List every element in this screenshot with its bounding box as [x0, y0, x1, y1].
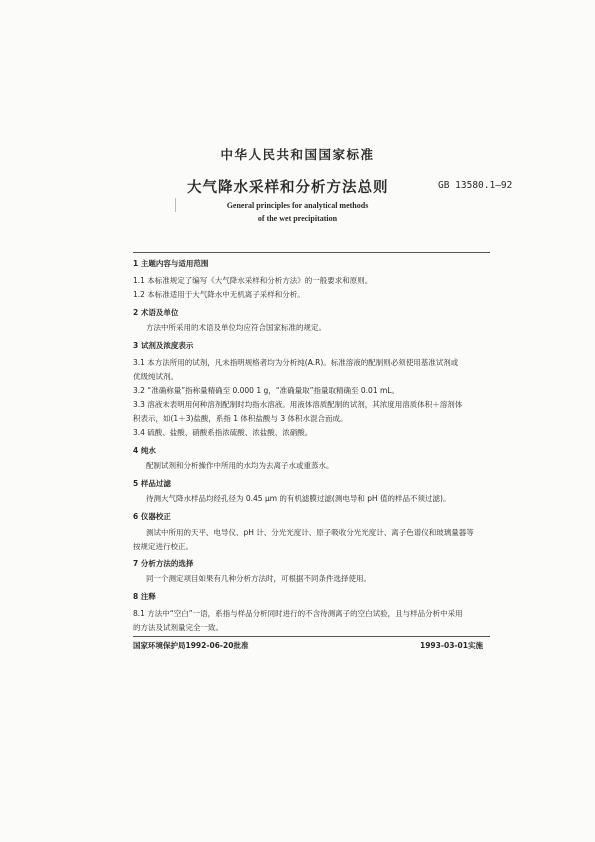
clause-3-2: 3.2 “准确称量”指称量精确至 0.000 1 g，“准确量取”指量取精确至 0.01 mL。 [133, 386, 399, 395]
clause-3-3-line2: 积表示，如(1＋3)盐酸，系指 1 体积盐酸与 3 体积水混合而成。 [133, 414, 348, 423]
section-6-heading: 6 仪器校正 [133, 512, 171, 521]
clause-8-1-line2: 的方法及试剂量完全一致。 [133, 623, 223, 632]
clause-3-1-line2: 优级纯试剂。 [133, 372, 178, 381]
section-6-text-line1: 测试中所用的天平、电导仪、pH 计、分光光度计、原子吸收分光光度计、离子色谱仪和玻璃量器等 [146, 528, 474, 537]
footer-divider [133, 636, 490, 637]
clause-1-1: 1.1 本标准规定了编写《大气降水采样和分析方法》的一般要求和原则。 [133, 276, 373, 285]
section-5-heading: 5 样品过滤 [133, 479, 171, 488]
clause-3-1-line1: 3.1 本方法所用的试剂，凡未指明规格者均为分析纯(A.R)。标准溶液的配制则必须使用基准试剂或 [133, 358, 459, 367]
section-7-heading: 7 分析方法的选择 [133, 559, 194, 568]
section-5-text: 待测大气降水样品均经孔径为 0.45 μm 的有机滤膜过滤(测电导和 pH 值的样品不须过滤)。 [146, 494, 451, 503]
english-title-line1: General principles for analytical methods [226, 201, 369, 210]
section-7-text: 同一个测定项目如果有几种分析方法时，可根据不同条件选择使用。 [146, 574, 371, 583]
section-4-heading: 4 纯水 [133, 446, 156, 455]
standard-name: 中华人民共和国国家标准 [220, 147, 375, 162]
section-2-text: 方法中所采用的术语及单位均应符合国家标准的规定。 [146, 323, 326, 332]
document-title: 大气降水采样和分析方法总则 [187, 180, 389, 196]
english-title-line2: of the wet precipitation [257, 214, 338, 223]
gb-number: GB 13580.1—92 [438, 180, 513, 191]
clause-8-1-line1: 8.1 方法中“空白”一语，系指与样品分析同时进行的不含待测离子的空白试验，且与样品分析中采用 [133, 609, 463, 618]
section-2-heading: 2 术语及单位 [133, 308, 179, 317]
section-8-heading: 8 注释 [133, 592, 156, 601]
section-4-text: 配制试剂和分析操作中所用的水均为去离子水或重蒸水。 [146, 461, 334, 470]
section-1-heading: 1 主题内容与适用范围 [133, 259, 209, 268]
section-6-text-line2: 按规定进行校正。 [133, 542, 193, 551]
approval-date: 国家环境保护局1992-06-20批准 [133, 641, 249, 650]
clause-1-2: 1.2 本标准适用于大气降水中无机离子采样和分析。 [133, 290, 305, 299]
clause-3-4: 3.4 硫酸、盐酸、硝酸系指浓硫酸、浓盐酸、浓硝酸。 [133, 428, 313, 437]
header-divider [133, 252, 490, 253]
section-3-heading: 3 试剂及浓度表示 [133, 341, 194, 350]
clause-3-3-line1: 3.3 溶液未表明用何种溶剂配制时均指水溶液。用液体溶质配制的试剂，其浓度用溶质体积＋溶剂体 [133, 400, 463, 409]
implementation-date: 1993-03-01实施 [420, 641, 483, 650]
